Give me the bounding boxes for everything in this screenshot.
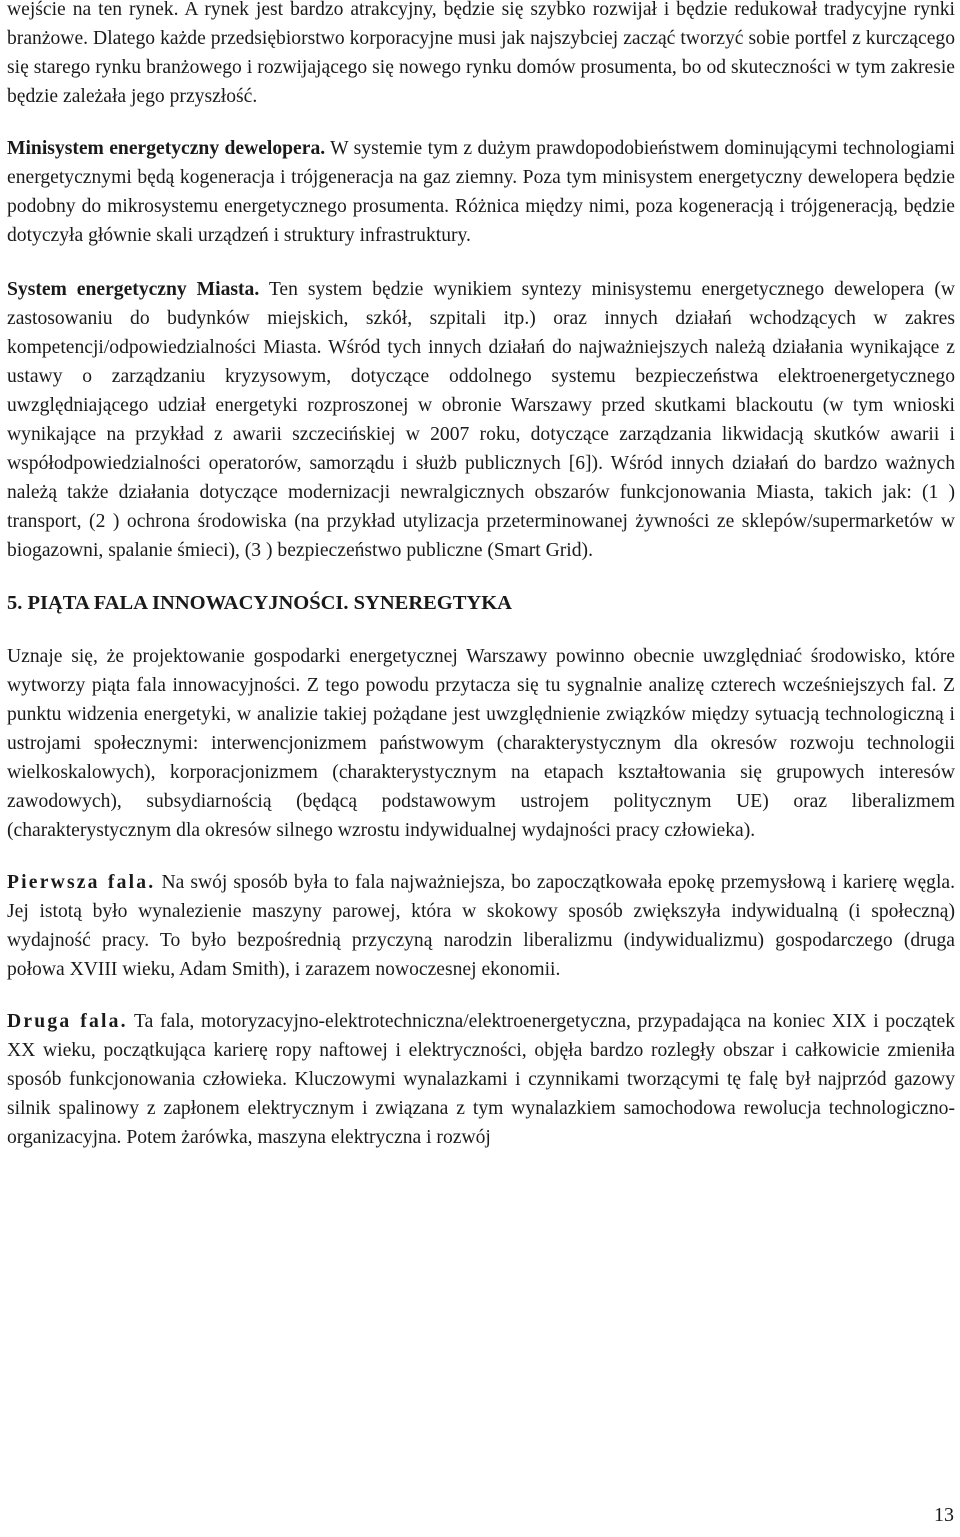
first-wave-paragraph bbox=[7, 868, 955, 984]
second-wave-lead: Druga fala. bbox=[7, 1011, 128, 1032]
second-wave-text: Ta fala, motoryzacyjno-elektrotechniczna/elektroenergetyczna, przypadająca na koniec XIX i początek XX wieku, początkująca karierę ropy naftowej i elektryczności, objęła bardzo rozległy obszar i całkowicie zmieniła sposób funkcjonowania człowieka. Kluczowymi wynalazkami i czynnikami tworzącymi tę falę był najprzód gazowy silnik spalinowy z zapłonem elektrycznym i związana z tym wynalazkiem samochodowa rewolucja technologiczno-organizacyjna. Potem żarówka, maszyna elektryczna i rozwój bbox=[7, 1011, 956, 1148]
second-wave-paragraph bbox=[7, 1007, 955, 1152]
section-heading: 5. PIĄTA FALA INNOWACYJNOŚCI. SYNEREGTYKA bbox=[7, 592, 512, 614]
first-wave-text: Na swój sposób była to fala najważniejsza, bo zapoczątkowała epokę przemysłową i karierę węgla. Jej istotą było wynalezienie maszyny parowej, która w skokowy sposób zwiększyła indywidualną (i społeczną) wydajność pracy. To było bezpośrednią przyczyną narodzin liberalizmu (indywidualizmu) gospodarczego (druga połowa XVIII wieku, Adam Smith), i zarazem nowoczesnej ekonomii. bbox=[7, 872, 955, 980]
minisystem-paragraph bbox=[7, 134, 955, 250]
minisystem-lead: Minisystem energetyczny dewelopera. bbox=[7, 138, 326, 159]
page-number: 13 bbox=[934, 1504, 954, 1526]
minisystem-text: W systemie tym z dużym prawdopodobieństwem dominującymi technologiami energetycznymi będą kogeneracja i trójgeneracja na gaz ziemny. Poza tym minisystem energetyczny dewelopera będzie podobny do mikrosystemu energetycznego prosumenta. Różnica między nimi, poza kogeneracją i trójgeneracją, będzie dotyczyła głównie skali urządzeń i struktury infrastruktury. bbox=[7, 138, 955, 246]
intro-paragraph: wejście na ten rynek. A rynek jest bardzo atrakcyjny, będzie się szybko rozwijał i będzie redukował tradycyjne rynki branżowe. Dlatego każde przedsiębiorstwo korporacyjne musi jak najszybciej zacząć tworzyć sobie portfel z kurczącego się starego rynku branżowego i rozwijającego się nowego rynku domów prosumenta, bo od skuteczności w tym zakresie będzie zależała jego przyszłość. bbox=[7, 0, 955, 107]
fifth-wave-paragraph: Uznaje się, że projektowanie gospodarki energetycznej Warszawy powinno obecnie uwzględniać środowisko, które wytworzy piąta fala innowacyjności. Z tego powodu przytacza się tu sygnalnie analizę czterech wcześniejszych fal. Z punktu widzenia energetyki, w analizie takiej pożądane jest uwzględnienie związków między sytuacją technologiczną i ustrojami społecznymi: interwencjonizmem państwowym (charakterystycznym dla okresów rozwoju technologii wielkoskalowych), korporacjonizmem (charakterystycznym na etapach kształtowania się grupowych interesów zawodowych), subsydiarnością (będącą podstawowym ustrojem politycznym UE) oraz liberalizmem (charakterystycznym dla okresów silnego wzrostu indywidualnej wydajności pracy człowieka). bbox=[7, 646, 955, 841]
first-wave-lead: Pierwsza fala. bbox=[7, 872, 156, 893]
city-system-paragraph bbox=[7, 275, 955, 565]
document-page bbox=[7, 0, 955, 1152]
city-system-lead: System energetyczny Miasta. bbox=[7, 279, 260, 300]
city-system-text: Ten system będzie wynikiem syntezy minisystemu energetycznego dewelopera (w zastosowaniu do budynków miejskich, szkół, szpitali itp.) oraz innych działań wchodzących w zakres kompetencji/odpowiedzialności Miasta. Wśród tych innych działań do najważniejszych należą działania wynikające z ustawy o zarządzaniu kryzysowym, dotyczące oddolnego systemu bezpieczeństwa elektroenergetycznego uwzględniającego udział energetyki rozproszonej w obronie Warszawy przed skutkami blackoutu (w tym wnioski wynikające na przykład z awarii szczecińskiej w 2007 roku, dotyczące zarządzania likwidacją skutków awarii i współodpowiedzialności operatorów, samorządu i służb publicznych [6]). Wśród innych działań do bardzo ważnych należą także działania dotyczące modernizacji newralgicznych obszarów funkcjonowania Miasta, takich jak: (1 ) transport, (2 ) ochrona środowiska (na przykład utylizacja przeterminowanej żywności ze sklepów/supermarketów w biogazowni, spalanie śmieci), (3 ) bezpieczeństwo publiczne (Smart Grid). bbox=[7, 279, 955, 561]
